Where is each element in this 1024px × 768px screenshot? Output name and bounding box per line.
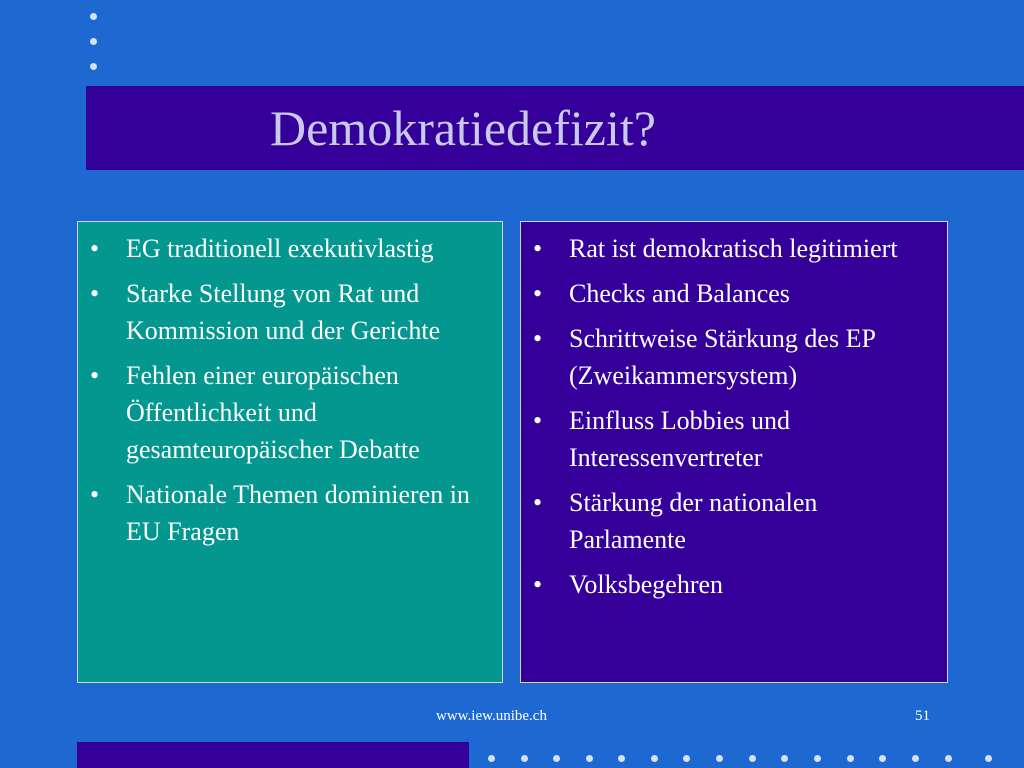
decor-dot bbox=[945, 755, 952, 762]
bullet-icon: • bbox=[90, 480, 100, 509]
bullet-icon: • bbox=[90, 279, 100, 308]
bullet-item bbox=[521, 230, 947, 267]
bullet-item bbox=[78, 275, 502, 349]
right-bullet-list bbox=[521, 230, 947, 603]
decor-dot bbox=[488, 755, 495, 762]
bullet-icon: • bbox=[90, 361, 100, 390]
bullet-icon: • bbox=[533, 570, 543, 599]
footer-url: www.iew.unibe.ch bbox=[436, 708, 547, 724]
bullet-text: Stärkung der nationalen Parlamente bbox=[569, 488, 818, 554]
bullet-icon: • bbox=[533, 234, 543, 263]
decor-dot bbox=[553, 755, 560, 762]
decor-dot bbox=[912, 755, 919, 762]
decor-dot bbox=[90, 63, 97, 70]
decor-dot bbox=[90, 38, 97, 45]
title-bar bbox=[86, 86, 1024, 170]
bullet-item bbox=[78, 357, 502, 468]
bullet-text: Starke Stellung von Rat und Kommission und der Gerichte bbox=[126, 279, 441, 345]
bullet-text: EG traditionell exekutivlastig bbox=[126, 234, 434, 263]
left-column-box bbox=[77, 221, 503, 683]
decor-dot bbox=[879, 755, 886, 762]
decor-dot bbox=[90, 13, 97, 20]
bullet-item bbox=[521, 566, 947, 603]
left-bullet-list bbox=[78, 230, 502, 550]
decor-dot bbox=[781, 755, 788, 762]
bullet-text: Nationale Themen dominieren in EU Fragen bbox=[126, 480, 470, 546]
bullet-icon: • bbox=[533, 488, 543, 517]
bullet-text: Volksbegehren bbox=[569, 570, 724, 599]
bullet-text: Fehlen einer europäischen Öffentlichkeit und gesamteuropäischer Debatte bbox=[126, 361, 420, 464]
bullet-text: Rat ist demokratisch legitimiert bbox=[569, 234, 898, 263]
decor-dot bbox=[618, 755, 625, 762]
bottom-decor-bar bbox=[77, 742, 469, 768]
decor-dot bbox=[749, 755, 756, 762]
bullet-text: Checks and Balances bbox=[569, 279, 790, 308]
decor-dot bbox=[521, 755, 528, 762]
bullet-text: Schrittweise Stärkung des EP (Zweikammersystem) bbox=[569, 324, 875, 390]
bullet-text: Einfluss Lobbies und Interessenvertreter bbox=[569, 406, 790, 472]
bullet-item bbox=[78, 476, 502, 550]
decor-dot bbox=[683, 755, 690, 762]
decor-dot bbox=[814, 755, 821, 762]
bullet-item bbox=[521, 320, 947, 394]
bullet-icon: • bbox=[533, 406, 543, 435]
bullet-item bbox=[521, 402, 947, 476]
bullet-icon: • bbox=[533, 324, 543, 353]
bullet-icon: • bbox=[90, 234, 100, 263]
decor-dot bbox=[651, 755, 658, 762]
decor-dot bbox=[847, 755, 854, 762]
decor-dot bbox=[985, 755, 992, 762]
bullet-item bbox=[78, 230, 502, 267]
bullet-icon: • bbox=[533, 279, 543, 308]
bullet-item bbox=[521, 275, 947, 312]
decor-dot bbox=[716, 755, 723, 762]
bullet-item bbox=[521, 484, 947, 558]
decor-dot bbox=[586, 755, 593, 762]
page-number: 51 bbox=[915, 708, 930, 724]
slide-title: Demokratiedefizit? bbox=[270, 100, 656, 156]
right-column-box bbox=[520, 221, 948, 683]
